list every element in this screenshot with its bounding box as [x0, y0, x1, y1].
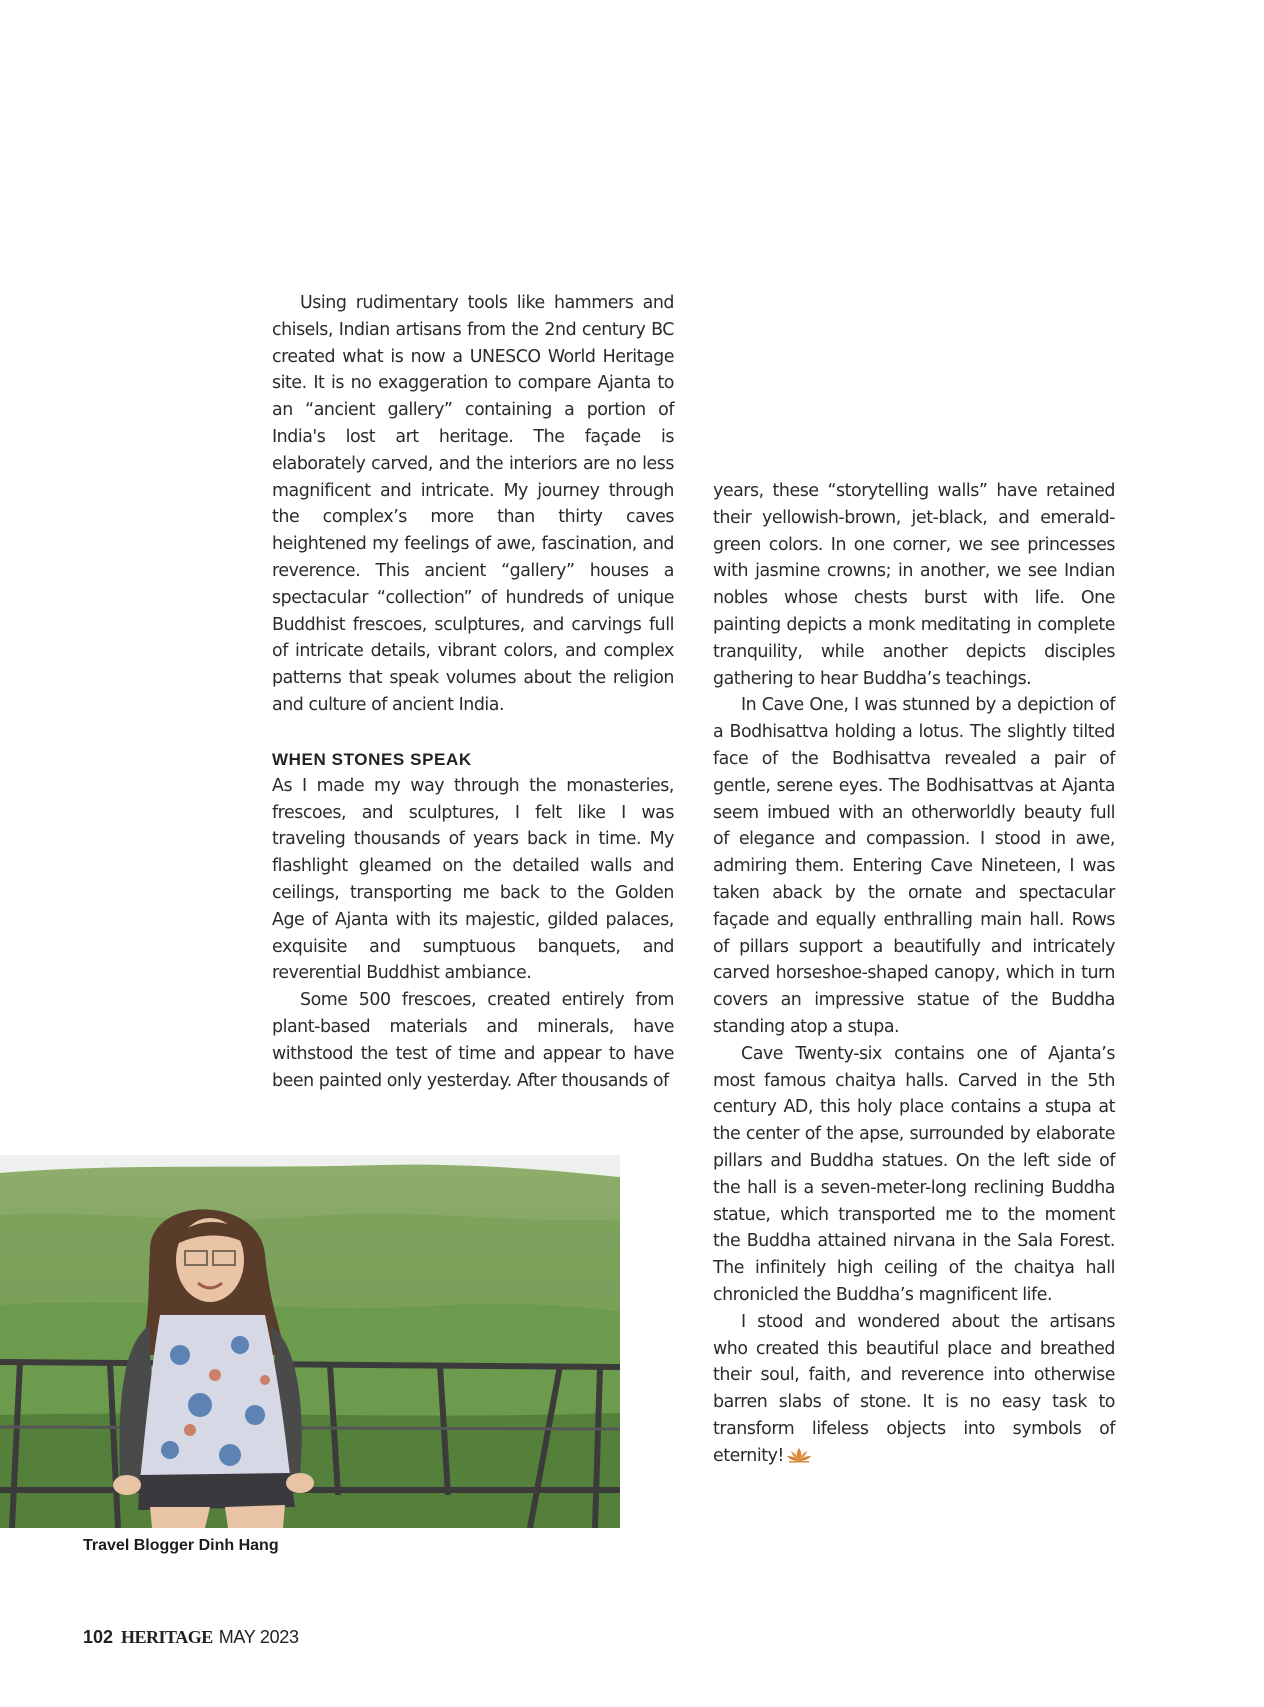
paragraph: In Cave One, I was stunned by a depiction of a Bodhisattva holding a lotus. The slightly tilted face of the Bodhisattva revealed a pair of gentle, serene eyes. The Bodhisattvas at Ajanta seem imbued with an otherworldly beauty full of elegance and compassion. I stood in awe, admiring them. Entering Cave Nineteen, I was taken aback by the ornate and spectacular façade and equally enthralling main hall. Rows of pillars support a beautifully and intricately carved horseshoe-shaped canopy, which in turn covers an impressive statue of the Buddha standing atop a stupa. — [713, 695, 1115, 1037]
lotus-icon — [786, 1447, 812, 1463]
left-column — [272, 290, 674, 1094]
magazine-name: HERITAGE — [121, 1627, 213, 1647]
paragraph-final-text: I stood and wondered about the artisans who created this beautiful place and breathed their soul, faith, and reverence into otherwise barren slabs of stone. It is no easy task to transform lifeless objects into symbols of eternity! — [713, 1311, 1115, 1466]
travel-photo — [0, 1155, 620, 1528]
paragraph: Cave Twenty-six contains one of Ajanta’s most famous chaitya halls. Carved in the 5th century AD, this holy place contains a stupa at the center of the apse, surrounded by elaborate pillars and Buddha statues. On the left side of the hall is a seven-meter-long reclining Buddha statue, which transported me to the moment the Buddha attained nirvana in the Sala Forest. The infinitely high ceiling of the chaitya hall chronicled the Buddha’s magnificent life. — [713, 1043, 1115, 1305]
paragraph: years, these “storytelling walls” have retained their yellowish-brown, jet-black, and emerald-green colors. In one corner, we see princesses with jasmine crowns; in another, we see Indian nobles whose chests burst with life. One painting depicts a monk meditating in complete tranquility, while another depicts disciples gathering to hear Buddha’s teachings. — [713, 481, 1115, 689]
paragraph: Some 500 frescoes, created entirely from plant-based materials and minerals, have withstood the test of time and appear to have been painted only yesterday. After thousands of — [272, 990, 674, 1091]
page-footer — [83, 1627, 299, 1648]
photo-caption: Travel Blogger Dinh Hang — [83, 1537, 279, 1554]
page-number: 102 — [83, 1627, 114, 1647]
issue-date: MAY 2023 — [218, 1627, 299, 1647]
paragraph: As I made my way through the monasteries, frescoes, and sculptures, I felt like I was traveling thousands of years back in time. My flashlight gleamed on the detailed walls and ceilings, transporting me back to the Golden Age of Ajanta with its majestic, gilded palaces, exquisite and sumptuous banquets, and reverential Buddhist ambiance. — [272, 775, 674, 984]
subheading: WHEN STONES SPEAK — [272, 749, 472, 769]
paragraph-final — [713, 1309, 1115, 1470]
right-column — [713, 478, 1115, 1469]
paragraph: Using rudimentary tools like hammers and chisels, Indian artisans from the 2nd century BC created what is now a UNESCO World Heritage site. It is no exaggeration to compare Ajanta to an “ancient gallery” containing a portion of India's lost art heritage. The façade is elaborately carved, and the interiors are no less magnificent and intricate. My journey through the complex’s more than thirty caves heightened my feelings of awe, fascination, and reverence. This ancient “gallery” houses a spectacular “collection” of hundreds of unique Buddhist frescoes, sculptures, and carvings full of intricate details, vibrant colors, and complex patterns that speak volumes about the religion and culture of ancient India. — [272, 293, 674, 715]
travel-photo-icon — [0, 1155, 620, 1528]
